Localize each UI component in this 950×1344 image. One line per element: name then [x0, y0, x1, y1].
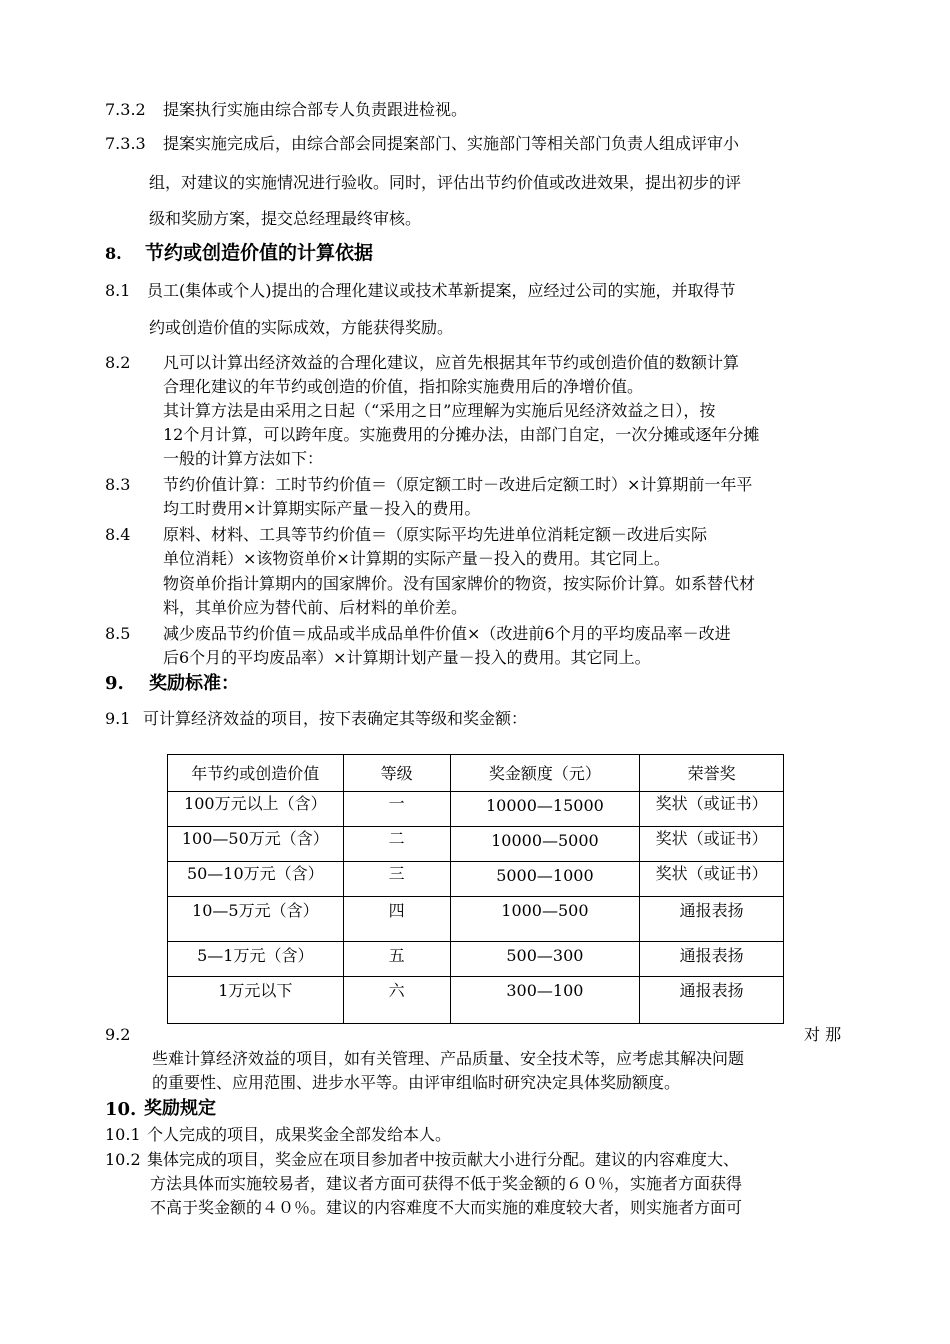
section-number: 7.3.3	[105, 134, 146, 153]
table-cell: 1000—500	[450, 897, 640, 942]
table-cell: 奖状（或证书）	[640, 862, 784, 897]
paragraph-line: 的重要性、应用范围、进步水平等。由评审组临时研究决定具体奖励额度。	[152, 1073, 681, 1092]
paragraph-line: 组，对建议的实施情况进行验收。同时，评估出节约价值或改进效果，提出初步的评	[149, 173, 742, 192]
table-header-cell: 年节约或创造价值	[168, 755, 344, 792]
table-cell: 奖状（或证书）	[640, 827, 784, 862]
table-cell: 1万元以下	[168, 977, 344, 1024]
table-row	[168, 827, 784, 862]
paragraph-line: 其计算方法是由采用之日起（“采用之日”应理解为实施后见经济效益之日），按	[163, 401, 716, 420]
table-cell: 四	[343, 897, 450, 942]
paragraph-line: 料，其单价应为替代前、后材料的单价差。	[163, 598, 468, 617]
table-cell: 500—300	[450, 942, 640, 977]
table-cell: 奖状（或证书）	[640, 792, 784, 827]
table-cell: 10000—15000	[450, 792, 640, 827]
award-table	[167, 754, 784, 1024]
heading-title: 奖励规定	[144, 1098, 216, 1119]
table-header-cell: 荣誉奖	[640, 755, 784, 792]
paragraph-line: 合理化建议的年节约或创造的价值，指扣除实施费用后的净增价值。	[163, 377, 644, 396]
heading-number: 9.	[105, 673, 124, 694]
table-cell: 一	[343, 792, 450, 827]
paragraph-line: 后6个月的平均废品率）×计算期计划产量－投入的费用。其它同上。	[163, 648, 651, 667]
table-header-row	[168, 755, 784, 792]
table-cell: 三	[343, 862, 450, 897]
table-row	[168, 792, 784, 827]
section-number: 8.3	[105, 475, 131, 494]
table-cell: 100万元以上（含）	[168, 792, 344, 827]
table-cell: 二	[343, 827, 450, 862]
section-number: 10.1	[105, 1125, 141, 1144]
heading-title: 奖励标准：	[149, 673, 239, 694]
table-cell: 300—100	[450, 977, 640, 1024]
paragraph-line: 均工时费用×计算期实际产量－投入的费用。	[163, 499, 481, 518]
table-cell: 10000—5000	[450, 827, 640, 862]
section-number: 9.2	[105, 1025, 131, 1044]
heading-number: 8.	[105, 244, 122, 263]
paragraph-line: 12个月计算，可以跨年度。实施费用的分摊办法，由部门自定，一次分摊或逐年分摊	[163, 425, 760, 444]
table-cell: 通报表扬	[640, 942, 784, 977]
paragraph-line: 提案执行实施由综合部专人负责跟进检视。	[163, 100, 468, 119]
paragraph-line: 单位消耗）×该物资单价×计算期的实际产量－投入的费用。其它同上。	[163, 549, 670, 568]
section-number: 9.1	[105, 709, 131, 728]
heading-title: 节约或创造价值的计算依据	[145, 242, 374, 264]
table-cell: 通报表扬	[640, 977, 784, 1024]
table-row	[168, 977, 784, 1024]
paragraph-line: 可计算经济效益的项目，按下表确定其等级和奖金额：	[143, 709, 528, 728]
section-number: 8.2	[105, 353, 131, 372]
table-cell: 100—50万元（含）	[168, 827, 344, 862]
table-cell: 5—1万元（含）	[168, 942, 344, 977]
table-cell: 五	[343, 942, 450, 977]
paragraph-line: 原料、材料、工具等节约价值＝（原实际平均先进单位消耗定额－改进后实际	[163, 525, 708, 544]
paragraph-line: 提案实施完成后，由综合部会同提案部门、实施部门等相关部门负责人组成评审小	[163, 134, 740, 153]
paragraph-line: 物资单价指计算期内的国家牌价。没有国家牌价的物资，按实际价计算。如系替代材	[163, 574, 756, 593]
paragraph-line: 些难计算经济效益的项目，如有关管理、产品质量、安全技术等，应考虑其解决问题	[152, 1049, 745, 1068]
paragraph-line: 减少废品节约价值＝成品或半成品单件价值×（改进前6个月的平均废品率－改进	[163, 624, 731, 643]
paragraph-line: 节约价值计算：工时节约价值＝（原定额工时－改进后定额工时）×计算期前一年平	[163, 475, 753, 494]
section-number: 8.4	[105, 525, 131, 544]
table-row	[168, 942, 784, 977]
paragraph-line: 一般的计算方法如下：	[163, 449, 324, 468]
table-cell: 通报表扬	[640, 897, 784, 942]
table-cell: 50—10万元（含）	[168, 862, 344, 897]
paragraph-line: 集体完成的项目，奖金应在项目参加者中按贡献大小进行分配。建议的内容难度大、	[147, 1150, 740, 1169]
table-header-cell: 奖金额度（元）	[450, 755, 640, 792]
paragraph-line: 约或创造价值的实际成效，方能获得奖励。	[149, 318, 454, 337]
paragraph-line: 员工(集体或个人)提出的合理化建议或技术革新提案，应经过公司的实施，并取得节	[147, 281, 736, 300]
section-number: 8.1	[105, 281, 131, 300]
table-row	[168, 897, 784, 942]
section-number: 10.2	[105, 1150, 141, 1169]
paragraph-line: 不高于奖金额的４０％。建议的内容难度不大而实施的难度较大者，则实施者方面可	[150, 1198, 743, 1217]
table-cell: 10—5万元（含）	[168, 897, 344, 942]
table-cell: 六	[343, 977, 450, 1024]
table-cell: 5000—1000	[450, 862, 640, 897]
heading-number: 10.	[105, 1099, 137, 1120]
section-number: 8.5	[105, 624, 131, 643]
section-number: 7.3.2	[105, 100, 146, 119]
paragraph-line: 对 那	[804, 1025, 842, 1044]
paragraph-line: 级和奖励方案，提交总经理最终审核。	[149, 209, 422, 228]
table-row	[168, 862, 784, 897]
paragraph-line: 凡可以计算出经济效益的合理化建议，应首先根据其年节约或创造价值的数额计算	[163, 353, 740, 372]
table-header-cell: 等级	[343, 755, 450, 792]
paragraph-line: 个人完成的项目，成果奖金全部发给本人。	[147, 1125, 452, 1144]
paragraph-line: 方法具体而实施较易者，建议者方面可获得不低于奖金额的６０％，实施者方面获得	[150, 1174, 743, 1193]
